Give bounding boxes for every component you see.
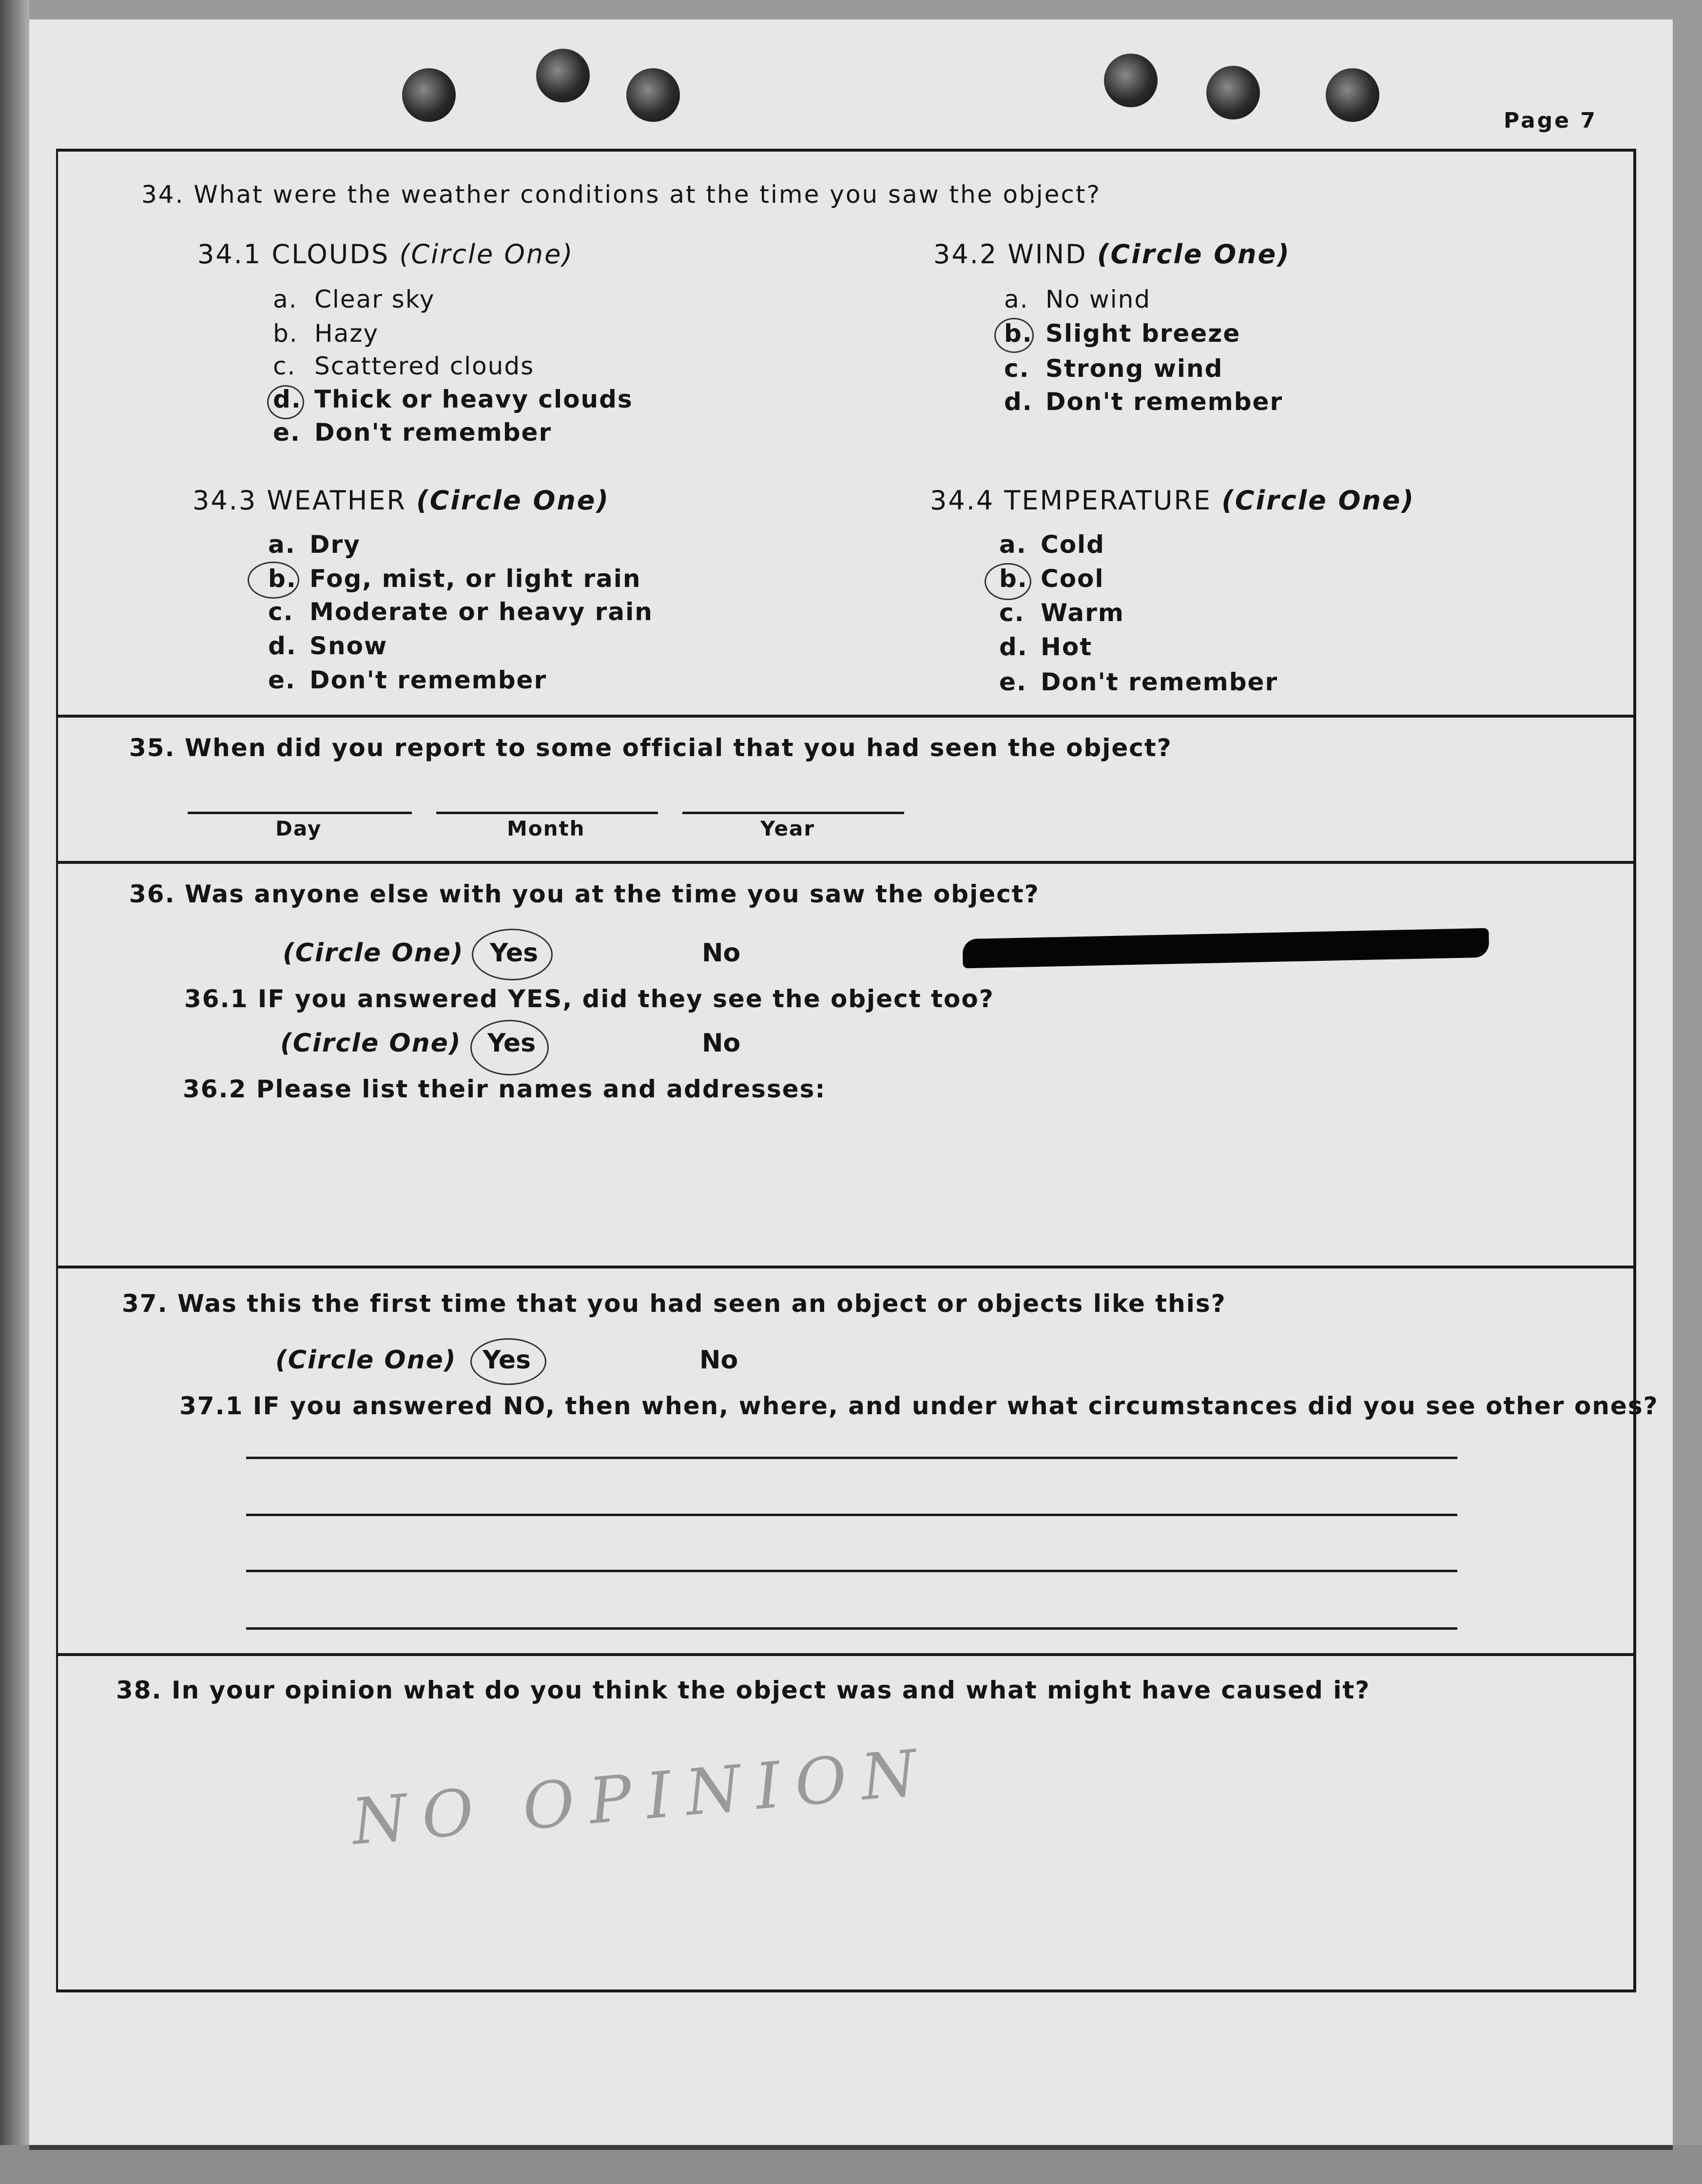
section-divider: [58, 1653, 1633, 1656]
punch-hole: [402, 68, 456, 122]
wind-option-c[interactable]: c. Strong wind: [1004, 354, 1223, 383]
year-label: Year: [760, 817, 815, 840]
q36-1-question: 36.1 IF you answered YES, did they see the object too?: [184, 985, 994, 1013]
punch-hole: [536, 49, 590, 102]
q34-weather-header: 34.3 WEATHER (Circle One): [193, 485, 610, 516]
q36-1-yes[interactable]: Yes: [487, 1029, 536, 1058]
weather-option-a[interactable]: a. Dry: [268, 530, 361, 559]
q36-yes[interactable]: Yes: [490, 938, 539, 968]
circle-mark-clouds: [267, 385, 304, 419]
clouds-option-c[interactable]: c. Scattered clouds: [273, 352, 535, 380]
q36-1-no[interactable]: No: [702, 1029, 741, 1058]
weather-option-c[interactable]: c. Moderate or heavy rain: [268, 598, 653, 626]
punch-hole: [1206, 66, 1260, 119]
q34-temperature-header: 34.4 TEMPERATURE (Circle One): [930, 485, 1415, 516]
q38-question: 38. In your opinion what do you think the object was and what might have caused it?: [116, 1676, 1371, 1704]
circle-mark-temperature: [985, 563, 1031, 600]
q37-answer-line[interactable]: [246, 1514, 1457, 1516]
punch-hole: [626, 68, 680, 122]
day-label: Day: [275, 817, 322, 840]
clouds-option-a[interactable]: a. Clear sky: [273, 285, 435, 313]
wind-option-d[interactable]: d. Don't remember: [1004, 388, 1283, 416]
q37-yes[interactable]: Yes: [483, 1346, 531, 1375]
q37-instr: (Circle One): [275, 1346, 457, 1375]
clouds-option-d[interactable]: d. Thick or heavy clouds: [273, 385, 633, 413]
scan-edge-bottom: [0, 2145, 1702, 2184]
scan-edge-left: [0, 0, 29, 2184]
weather-option-b[interactable]: b. Fog, mist, or light rain: [268, 565, 641, 593]
clouds-option-b[interactable]: b. Hazy: [273, 319, 379, 348]
clouds-option-e[interactable]: e. Don't remember: [273, 418, 552, 447]
q35-question: 35. When did you report to some official that you had seen the object?: [129, 734, 1172, 762]
punch-hole: [1326, 68, 1379, 122]
q36-instr: (Circle One): [283, 938, 464, 968]
wind-option-b[interactable]: b. Slight breeze: [1004, 319, 1241, 348]
q36-no[interactable]: No: [702, 938, 741, 968]
q37-answer-line[interactable]: [246, 1570, 1457, 1572]
weather-option-e[interactable]: e. Don't remember: [268, 666, 547, 694]
temperature-option-e[interactable]: e. Don't remember: [999, 668, 1278, 696]
temperature-option-d[interactable]: d. Hot: [999, 633, 1093, 661]
q37-no[interactable]: No: [699, 1346, 738, 1375]
circle-mark-q36: [472, 929, 553, 980]
section-divider: [58, 715, 1633, 718]
punch-hole: [1104, 54, 1158, 107]
circle-mark-q37: [470, 1338, 546, 1385]
temperature-option-c[interactable]: c. Warm: [999, 599, 1124, 627]
q37-question: 37. Was this the first time that you had seen an object or objects like this?: [122, 1289, 1226, 1318]
page-number: Page 7: [1504, 108, 1598, 133]
q34-clouds-header: 34.1 CLOUDS (Circle One): [197, 239, 574, 270]
handwritten-answer: NO OPINION: [348, 1735, 934, 1859]
month-field[interactable]: [436, 812, 658, 814]
q36-2-question: 36.2 Please list their names and addresses:: [183, 1075, 826, 1103]
temperature-option-a[interactable]: a. Cold: [999, 530, 1105, 559]
weather-option-d[interactable]: d. Snow: [268, 632, 388, 660]
circle-mark-q36-1: [470, 1020, 549, 1075]
q36-1-instr: (Circle One): [280, 1029, 462, 1058]
circle-mark-weather: [248, 562, 299, 599]
day-field[interactable]: [188, 812, 412, 814]
q34-question: 34. What were the weather conditions at the time you saw the object?: [141, 180, 1102, 209]
q34-wind-header: 34.2 WIND (Circle One): [933, 239, 1291, 270]
wind-option-a[interactable]: a. No wind: [1004, 285, 1151, 313]
circle-mark-wind: [994, 318, 1034, 353]
section-divider: [58, 861, 1633, 864]
temperature-option-b[interactable]: b. Cool: [999, 565, 1104, 593]
q37-answer-line[interactable]: [246, 1457, 1457, 1459]
q37-1-question: 37.1 IF you answered NO, then when, where, and under what circumstances did you see other ones?: [179, 1392, 1659, 1420]
month-label: Month: [507, 817, 585, 840]
q36-question: 36. Was anyone else with you at the time you saw the object?: [129, 880, 1040, 908]
section-divider: [58, 1266, 1633, 1268]
q37-answer-line[interactable]: [246, 1627, 1457, 1630]
year-field[interactable]: [682, 812, 904, 814]
